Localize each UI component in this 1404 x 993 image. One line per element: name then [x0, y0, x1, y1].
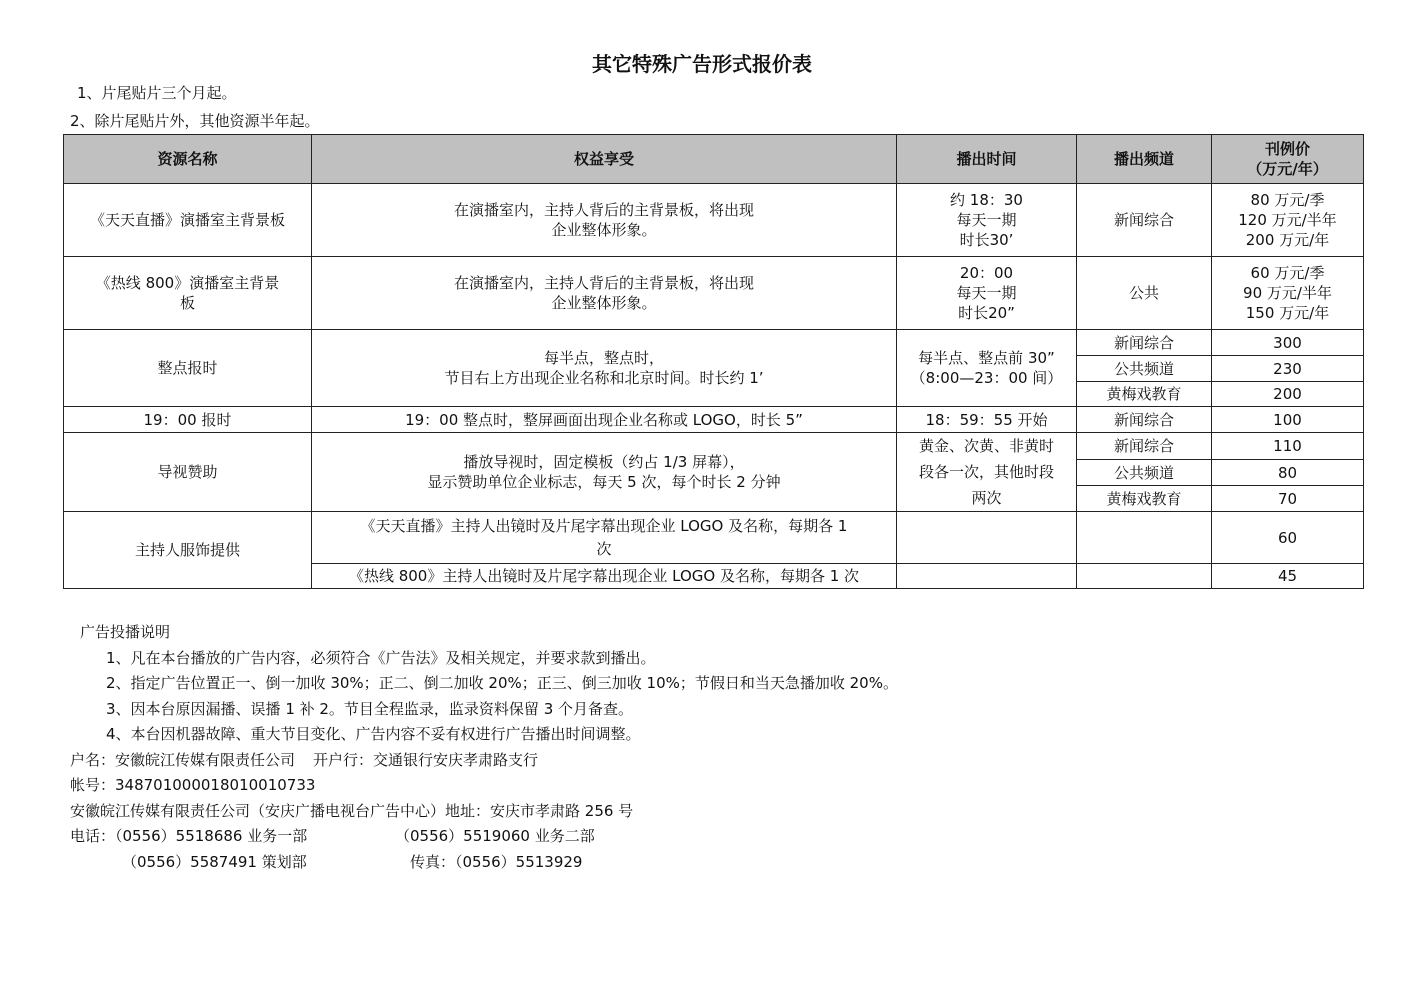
page-title: 其它特殊广告形式报价表 [592, 52, 812, 76]
cell-time: 每半点、整点前 30” （8:00—23：00 间） [897, 330, 1077, 407]
cell-rights: 19：00 整点时，整屏画面出现企业名称或 LOGO，时长 5” [312, 407, 897, 433]
phone-line-1: 电话：（0556）5518686 业务一部 （0556）5519060 业务二部 [70, 827, 595, 845]
note-2: 2、除片尾贴片外，其他资源半年起。 [70, 112, 320, 130]
cell-channel: 公共频道 [1077, 459, 1212, 486]
cell-rights: 播放导视时，固定模板（约占 1/3 屏幕）， 显示赞助单位企业标志，每天 5 次，每个时长 2 分钟 [312, 433, 897, 512]
table-row [64, 257, 1364, 330]
cell-channel [1077, 512, 1212, 564]
table-row [64, 433, 1364, 460]
cell-price: 60 万元/季 90 万元/半年 150 万元/年 [1212, 257, 1364, 330]
address-line: 安徽皖江传媒有限责任公司（安庆广播电视台广告中心）地址：安庆市孝肃路 256 号 [70, 801, 634, 820]
cell-channel: 新闻综合 [1077, 407, 1212, 433]
cell-price: 70 [1212, 486, 1364, 512]
cell-name: 导视赞助 [64, 433, 312, 512]
cell-name: 19：00 报时 [64, 407, 312, 433]
cell-channel: 新闻综合 [1077, 330, 1212, 356]
note-1: 1、片尾贴片三个月起。 [77, 84, 237, 102]
footer-item: 4、本台因机器故障、重大节目变化、广告内容不妥有权进行广告播出时间调整。 [106, 725, 641, 743]
cell-rights: 在演播室内，主持人背后的主背景板，将出现 企业整体形象。 [312, 184, 897, 257]
cell-name: 《热线 800》演播室主背景 板 [64, 257, 312, 330]
footer-notes [70, 620, 898, 875]
cell-rights: 《天天直播》主持人出镜时及片尾字幕出现企业 LOGO 及名称，每期各 1 次 [312, 512, 897, 564]
cell-time: 20：00 每天一期 时长20” [897, 257, 1077, 330]
header-channel: 播出频道 [1077, 135, 1212, 184]
phone-line-2: （0556）5587491 策划部 传真：（0556）5513929 [122, 852, 583, 871]
cell-channel: 公共频道 [1077, 356, 1212, 382]
footer-heading: 广告投播说明 [80, 623, 171, 641]
cell-price: 200 [1212, 382, 1364, 407]
account-line: 户名：安徽皖江传媒有限责任公司 开户行：交通银行安庆孝肃路支行 [70, 750, 539, 769]
table-row [64, 330, 1364, 356]
header-time: 播出时间 [897, 135, 1077, 184]
cell-time: 18：59：55 开始 [897, 407, 1077, 433]
cell-time [897, 564, 1077, 589]
cell-rights: 《热线 800》主持人出镜时及片尾字幕出现企业 LOGO 及名称，每期各 1 次 [312, 564, 897, 589]
cell-price: 100 [1212, 407, 1364, 433]
cell-price: 45 [1212, 564, 1364, 589]
cell-channel: 新闻综合 [1077, 184, 1212, 257]
cell-time: 约 18：30 每天一期 时长30’ [897, 184, 1077, 257]
cell-channel [1077, 564, 1212, 589]
cell-channel: 黄梅戏教育 [1077, 382, 1212, 407]
table-row [64, 407, 1364, 433]
cell-time: 黄金、次黄、非黄时 段各一次，其他时段 两次 [897, 433, 1077, 512]
cell-price: 230 [1212, 356, 1364, 382]
cell-price: 80 [1212, 459, 1364, 486]
footer-item: 3、因本台原因漏播、误播 1 补 2。节目全程监录，监录资料保留 3 个月备查。 [106, 699, 634, 718]
header-name: 资源名称 [64, 135, 312, 184]
cell-name: 主持人服饰提供 [64, 512, 312, 589]
footer-item: 2、指定广告位置正一、倒一加收 30%；正二、倒二加收 20%；正三、倒三加收 10%；节假日和当天急播加收 20%。 [106, 674, 898, 692]
table-row [64, 184, 1364, 257]
table-header-row [64, 135, 1364, 184]
cell-price: 60 [1212, 512, 1364, 564]
cell-rights: 每半点，整点时， 节目右上方出现企业名称和北京时间。时长约 1’ [312, 330, 897, 407]
cell-price: 110 [1212, 433, 1364, 460]
cell-channel: 黄梅戏教育 [1077, 486, 1212, 512]
cell-price: 300 [1212, 330, 1364, 356]
table-row [64, 512, 1364, 564]
cell-name: 《天天直播》演播室主背景板 [64, 184, 312, 257]
cell-channel: 新闻综合 [1077, 433, 1212, 460]
cell-price: 80 万元/季 120 万元/半年 200 万元/年 [1212, 184, 1364, 257]
header-rights: 权益享受 [312, 135, 897, 184]
price-table [63, 134, 1364, 589]
footer-item: 1、凡在本台播放的广告内容，必须符合《广告法》及相关规定，并要求款到播出。 [106, 648, 656, 667]
cell-time [897, 512, 1077, 564]
cell-channel: 公共 [1077, 257, 1212, 330]
cell-rights: 在演播室内，主持人背后的主背景板，将出现 企业整体形象。 [312, 257, 897, 330]
cell-name: 整点报时 [64, 330, 312, 407]
header-price: 刊例价 （万元/年） [1212, 135, 1364, 184]
account-number: 帐号：348701000018010010733 [70, 776, 316, 794]
